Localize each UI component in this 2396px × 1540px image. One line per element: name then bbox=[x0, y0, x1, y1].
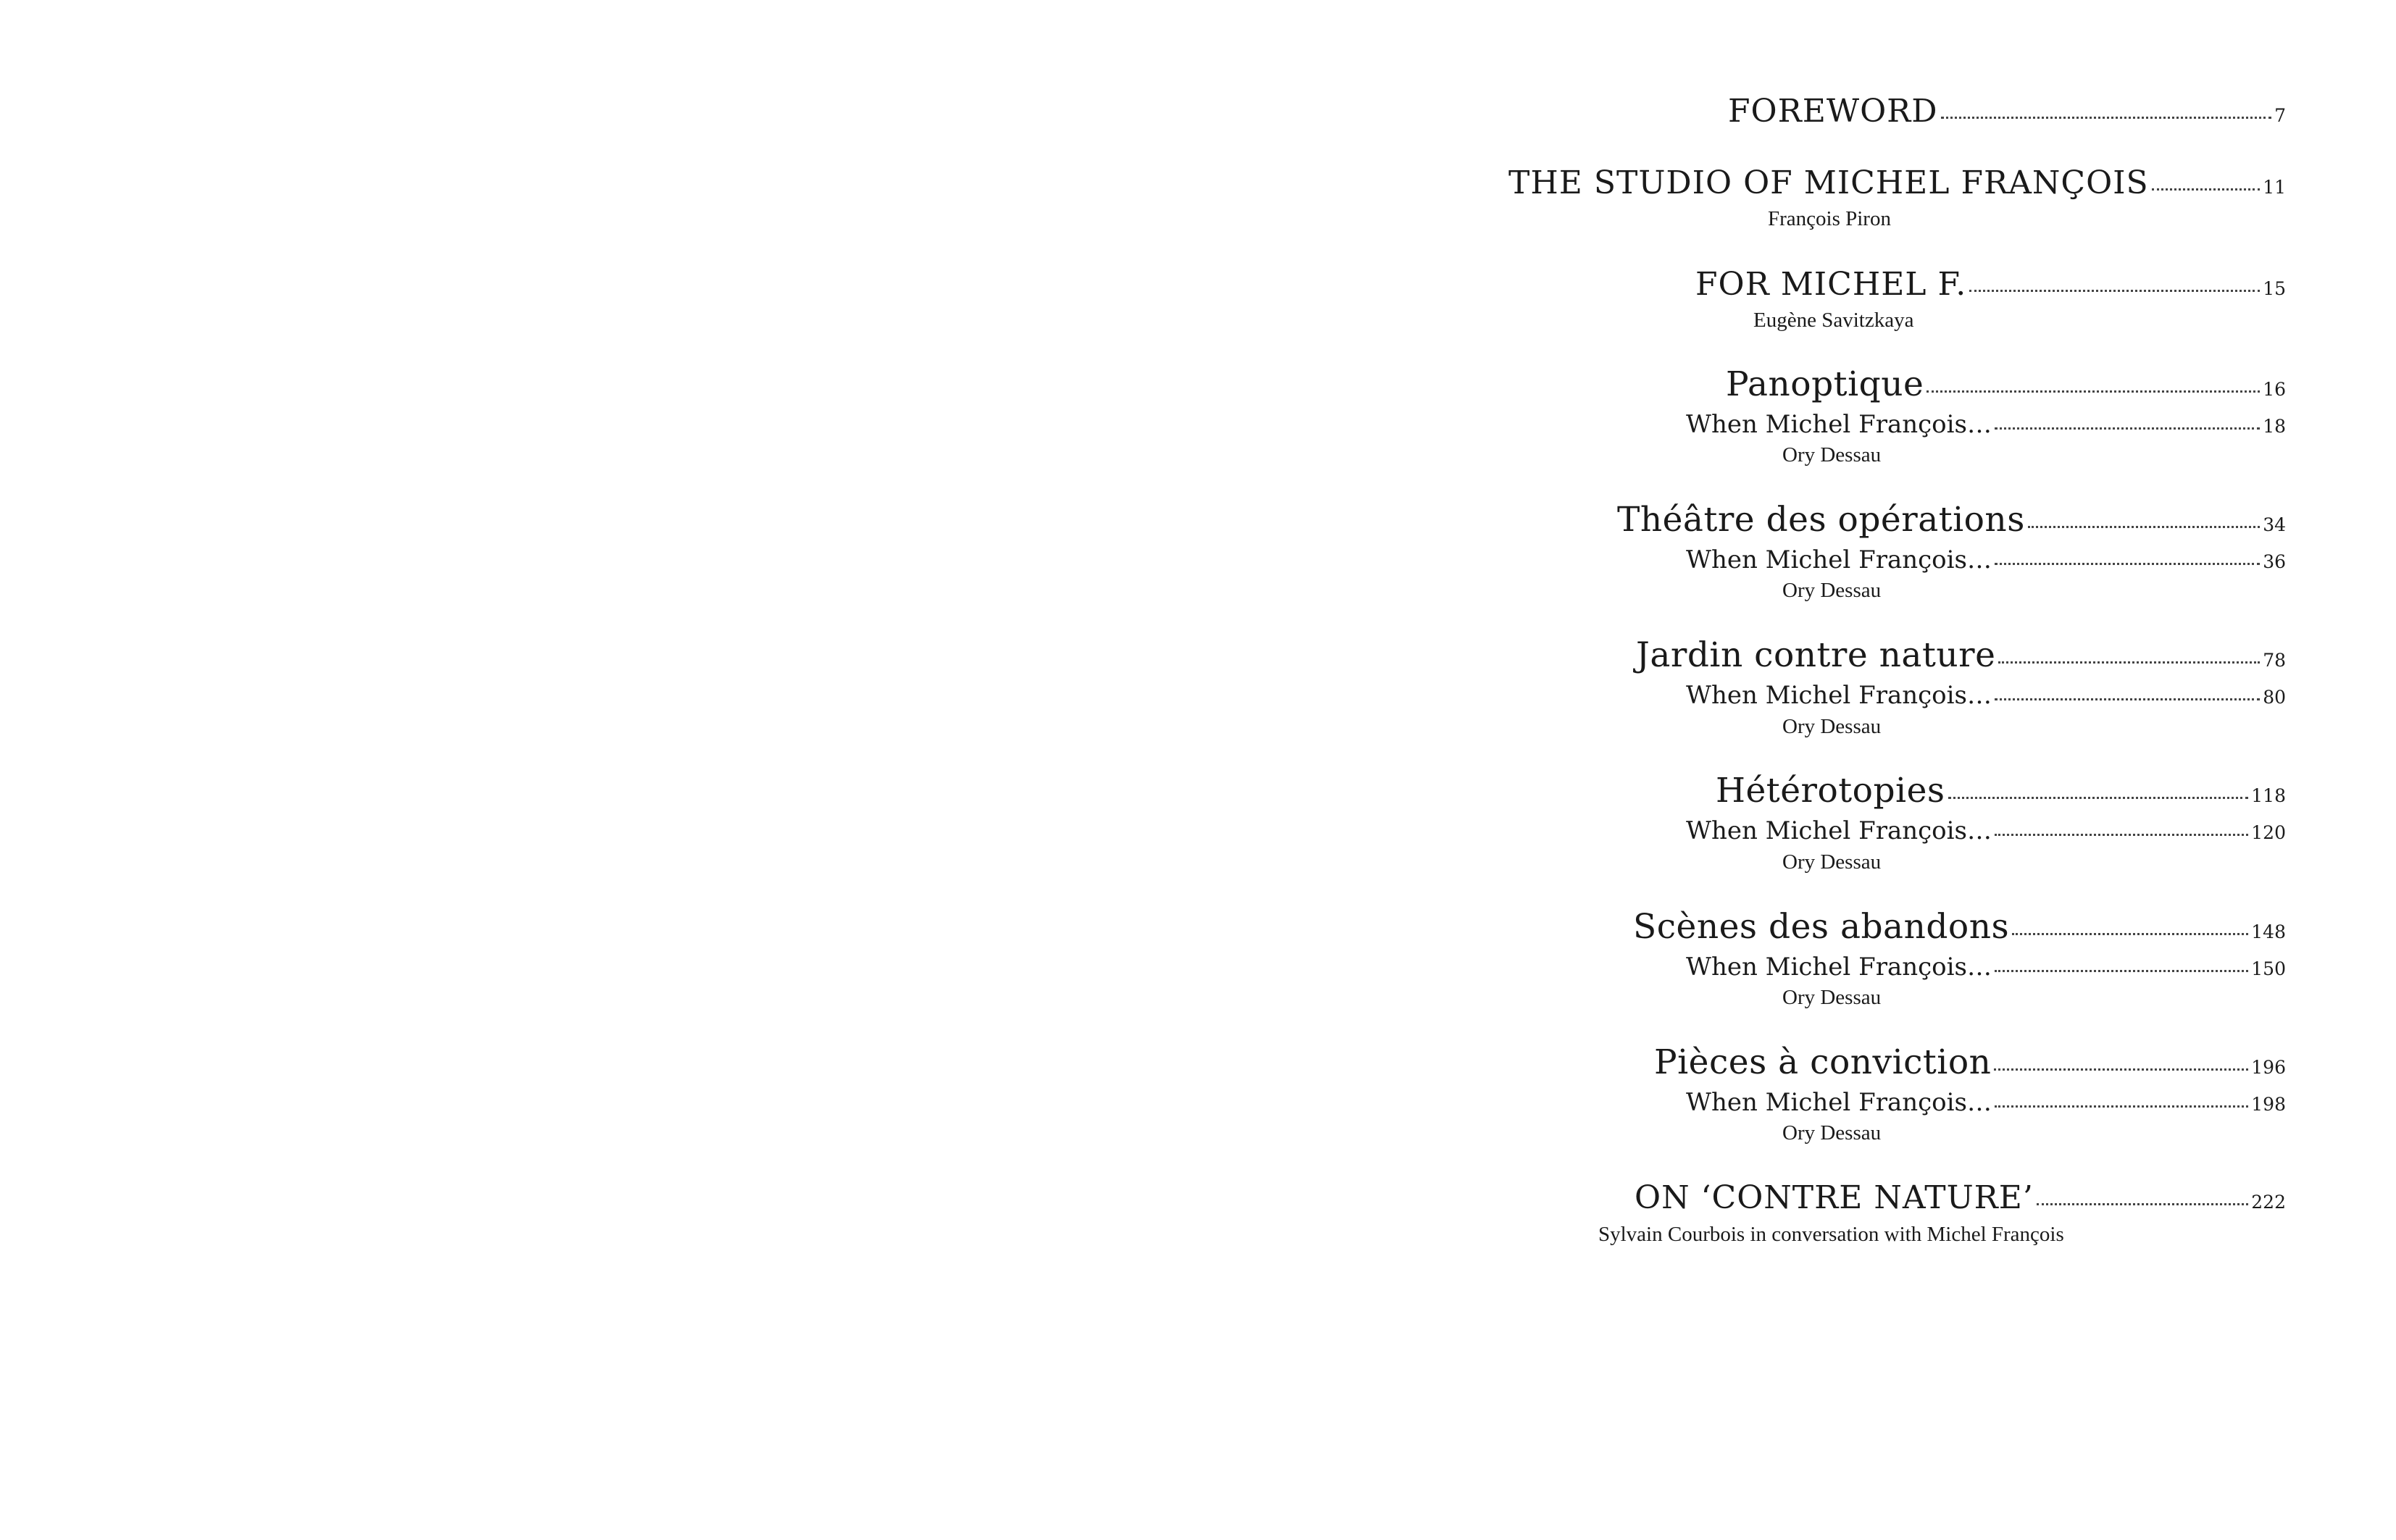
toc-page-number: 222 bbox=[2251, 1192, 2286, 1213]
dot-leader bbox=[1994, 1068, 2248, 1071]
toc-page-number: 148 bbox=[2251, 921, 2286, 942]
toc-page-number: 34 bbox=[2263, 514, 2286, 535]
toc-author: Sylvain Courbois in conversation with Michel François bbox=[1598, 1223, 2064, 1246]
toc-author: Ory Dessau bbox=[1782, 1121, 1882, 1144]
dot-leader bbox=[1941, 117, 2272, 119]
toc-page-number: 18 bbox=[2263, 416, 2286, 437]
toc-subentry[interactable] bbox=[1686, 410, 2286, 439]
toc-author: Eugène Savitzkaya bbox=[1753, 309, 1914, 332]
toc-subentry[interactable] bbox=[1686, 545, 2286, 574]
toc-entry-title: Jardin contre nature bbox=[1636, 635, 1996, 675]
dot-leader bbox=[1927, 390, 2260, 393]
toc-entry-for-michel[interactable] bbox=[1695, 266, 2286, 303]
toc-author: François Piron bbox=[1768, 207, 1891, 230]
toc-author: Ory Dessau bbox=[1782, 850, 1882, 874]
toc-author: Ory Dessau bbox=[1782, 715, 1882, 738]
toc-page-number: 15 bbox=[2263, 278, 2286, 299]
dot-leader bbox=[1998, 661, 2260, 664]
dot-leader bbox=[2028, 526, 2260, 528]
toc-page-number: 36 bbox=[2263, 551, 2286, 572]
toc-entry-title: FOREWORD bbox=[1728, 93, 1938, 130]
dot-leader bbox=[2152, 188, 2260, 191]
toc-page-number: 150 bbox=[2251, 958, 2286, 979]
toc-entry-title: FOR MICHEL F. bbox=[1695, 266, 1967, 303]
toc-entry-scenes[interactable] bbox=[1633, 907, 2286, 947]
toc-subentry[interactable] bbox=[1686, 953, 2286, 982]
toc-page-number: 11 bbox=[2263, 177, 2286, 198]
toc-entry-title: ON ‘CONTRE NATURE’ bbox=[1635, 1179, 2034, 1216]
toc-page-number: 16 bbox=[2263, 379, 2286, 400]
dot-leader bbox=[1995, 563, 2260, 565]
toc-subentry[interactable] bbox=[1686, 1088, 2286, 1117]
toc-entry-theatre[interactable] bbox=[1617, 500, 2286, 540]
toc-page-number: 7 bbox=[2274, 105, 2286, 126]
dot-leader bbox=[1995, 698, 2260, 700]
toc-subentry-title: When Michel François… bbox=[1686, 545, 1992, 574]
toc-subentry[interactable] bbox=[1686, 681, 2286, 710]
toc-page-number: 198 bbox=[2251, 1094, 2286, 1115]
toc-subentry-title: When Michel François… bbox=[1686, 1088, 1992, 1117]
toc-entry-studio[interactable] bbox=[1508, 164, 2286, 201]
toc-entry-on-contre-nature[interactable] bbox=[1635, 1179, 2286, 1216]
toc-page-number: 78 bbox=[2263, 650, 2286, 671]
toc-entry-heterotopies[interactable] bbox=[1716, 771, 2286, 811]
toc-entry-title: THE STUDIO OF MICHEL FRANÇOIS bbox=[1508, 164, 2149, 201]
dot-leader bbox=[1948, 797, 2249, 799]
toc-entry-title: Hétérotopies bbox=[1716, 771, 1945, 811]
toc-page-number: 120 bbox=[2251, 822, 2286, 843]
toc-subentry-title: When Michel François… bbox=[1686, 681, 1992, 710]
toc-entry-title: Scènes des abandons bbox=[1633, 907, 2010, 947]
toc-entry-title: Pièces à conviction bbox=[1654, 1042, 1992, 1082]
dot-leader bbox=[1995, 1105, 2248, 1108]
toc-subentry-title: When Michel François… bbox=[1686, 410, 1992, 439]
toc-page-number: 80 bbox=[2263, 687, 2286, 708]
toc-entry-pieces[interactable] bbox=[1654, 1042, 2286, 1082]
dot-leader bbox=[2037, 1203, 2248, 1205]
toc-subentry-title: When Michel François… bbox=[1686, 953, 1992, 982]
dot-leader bbox=[1995, 427, 2260, 430]
dot-leader bbox=[1969, 290, 2260, 292]
toc-subentry-title: When Michel François… bbox=[1686, 816, 1992, 845]
toc-entry-title: Théâtre des opérations bbox=[1617, 500, 2025, 540]
toc-entry-title: Panoptique bbox=[1726, 364, 1924, 404]
toc-author: Ory Dessau bbox=[1782, 579, 1882, 602]
toc-page-number: 118 bbox=[2251, 785, 2286, 806]
dot-leader bbox=[2012, 933, 2248, 935]
toc-entry-foreword[interactable] bbox=[1728, 93, 2286, 130]
toc-author: Ory Dessau bbox=[1782, 986, 1882, 1009]
toc-page-number: 196 bbox=[2251, 1057, 2286, 1078]
toc-author: Ory Dessau bbox=[1782, 443, 1882, 466]
toc-entry-jardin[interactable] bbox=[1636, 635, 2286, 675]
toc-entry-panoptique[interactable] bbox=[1726, 364, 2286, 404]
toc-subentry[interactable] bbox=[1686, 816, 2286, 845]
dot-leader bbox=[1995, 834, 2248, 836]
dot-leader bbox=[1995, 970, 2248, 972]
